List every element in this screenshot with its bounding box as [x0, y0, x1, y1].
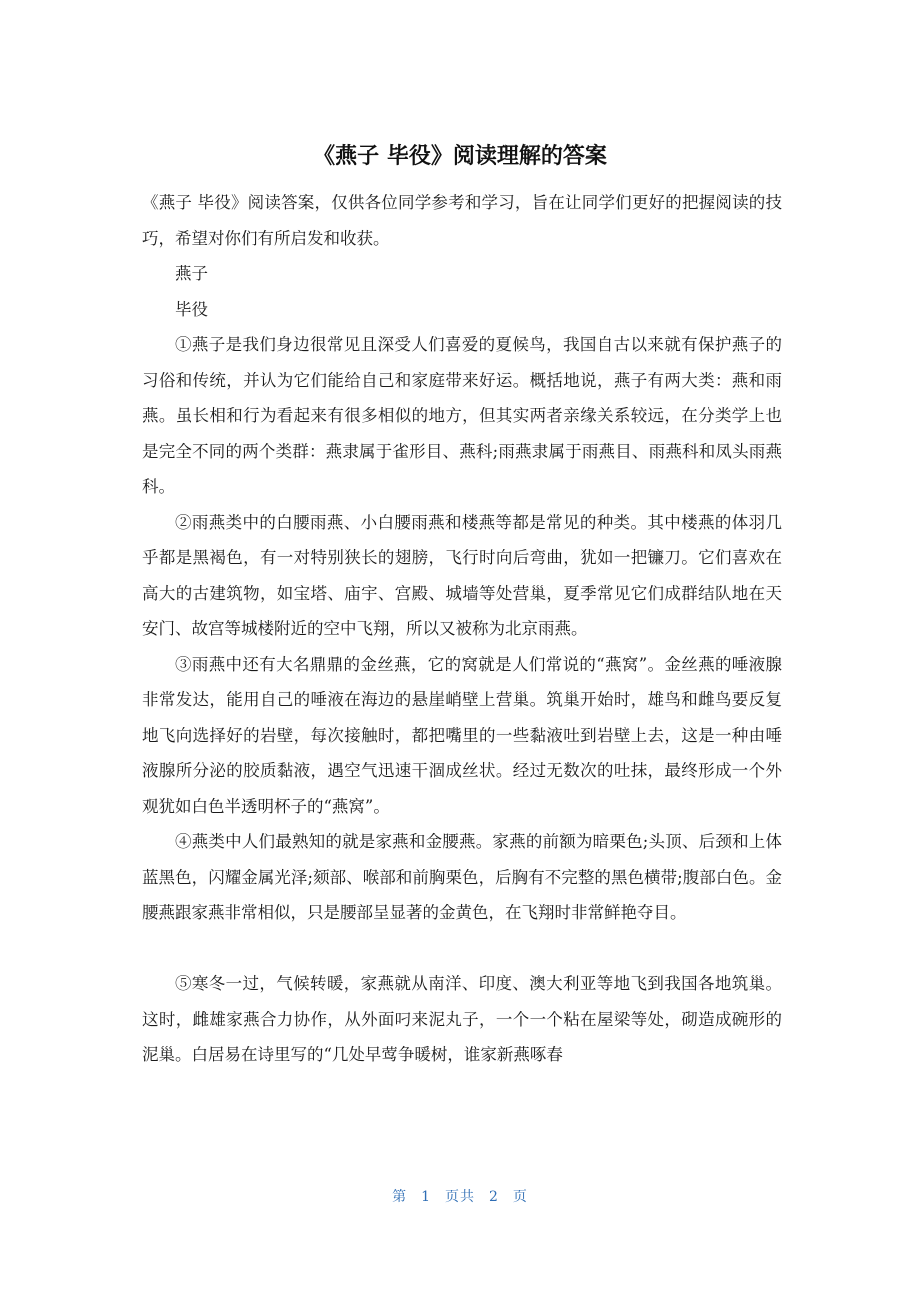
footer-suffix: 页 [512, 1189, 528, 1205]
paragraph-3: ③雨燕中还有大名鼎鼎的金丝燕，它的窝就是人们常说的“燕窝”。金丝燕的唾液腺非常发达，能用自己的唾液在海边的悬崖峭壁上营巢。筑巢开始时，雄鸟和雌鸟要反复地飞向选择好的岩壁，每次接触时，都把嘴里的一些黏液吐到岩壁上去，这是一种由唾液腺所分泌的胶质黏液，遇空气迅速干涸成丝状。经过无数次的吐抹，最终形成一个外观犹如白色半透明杯子的“燕窝”。 [142, 654, 782, 816]
blank-line [142, 931, 782, 967]
footer-middle: 页共 [445, 1189, 475, 1205]
footer-total-pages: 2 [489, 1189, 499, 1205]
article-author: 毕役 [175, 299, 208, 319]
paragraph-1: ①燕子是我们身边很常见且深受人们喜爱的夏候鸟，我国自古以来就有保护燕子的习俗和传统，并认为它们能给自己和家庭带来好运。概括地说，燕子有两大类：燕和雨燕。虽长相和行为看起来有很多相似的地方，但其实两者亲缘关系较远，在分类学上也是完全不同的两个类群：燕隶属于雀形目、燕科;雨燕隶属于雨燕目、雨燕科和凤头雨燕科。 [142, 335, 782, 496]
article-title: 燕子 [175, 264, 208, 283]
document-title: 《燕子 毕役》阅读理解的答案 [313, 144, 607, 169]
paragraph-5: ⑤寒冬一过，气候转暖，家燕就从南洋、印度、澳大利亚等地飞到我国各地筑巢。这时，雌雄家燕合力协作，从外面叼来泥丸子，一个一个粘在屋梁等处，砌造成碗形的泥巢。白居易在诗里写的“几处早莺争暖树，谁家新燕啄春 [142, 974, 782, 1064]
intro-paragraph: 《燕子 毕役》阅读答案，仅供各位同学参考和学习，旨在让同学们更好的把握阅读的技巧，希望对你们有所启发和收获。 [142, 193, 782, 248]
paragraph-2: ②雨燕类中的白腰雨燕、小白腰雨燕和楼燕等都是常见的种类。其中楼燕的体羽几乎都是黑褐色，有一对特别狭长的翅膀，飞行时向后弯曲，犹如一把镰刀。它们喜欢在高大的古建筑物，如宝塔、庙宇、宫殿、城墙等处营巢，夏季常见它们成群结队地在天安门、故宫等城楼附近的空中飞翔，所以又被称为北京雨燕。 [142, 512, 782, 638]
paragraph-4: ④燕类中人们最熟知的就是家燕和金腰燕。家燕的前额为暗栗色;头顶、后颈和上体蓝黑色，闪耀金属光泽;颏部、喉部和前胸栗色，后胸有不完整的黑色横带;腹部白色。金腰燕跟家燕非常相似，只是腰部呈显著的金黄色，在飞翔时非常鲜艳夺目。 [142, 832, 782, 922]
page-footer [0, 1186, 920, 1206]
footer-prefix: 第 [392, 1189, 408, 1205]
document-body [142, 185, 782, 1073]
footer-page-number: 1 [421, 1189, 431, 1205]
